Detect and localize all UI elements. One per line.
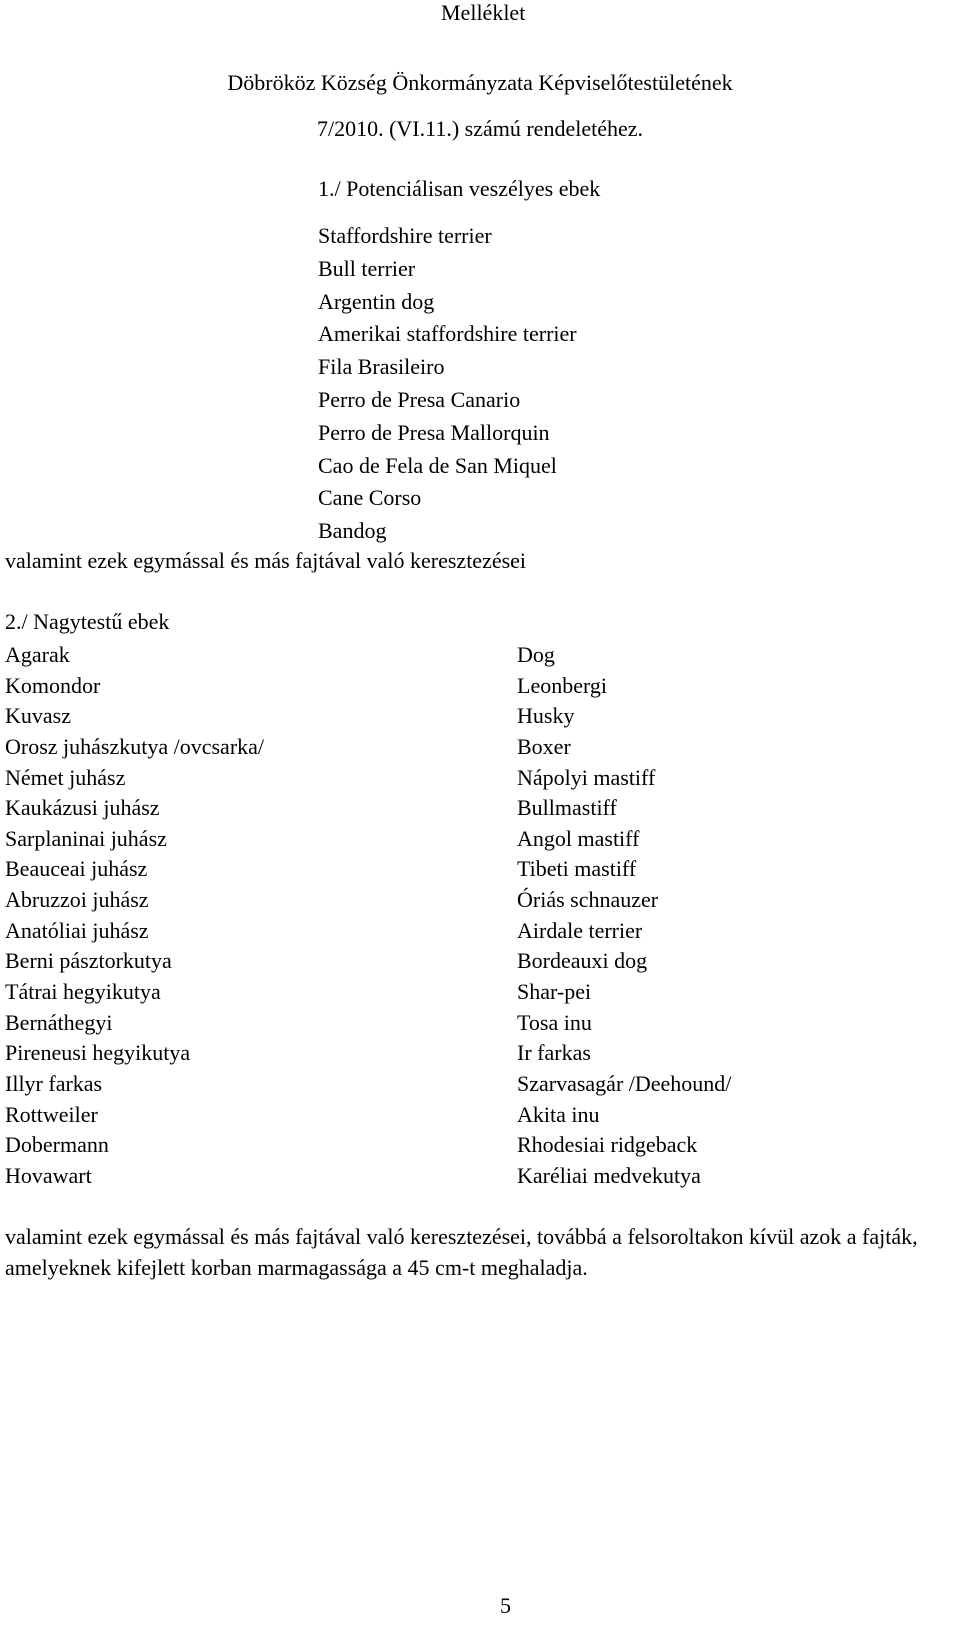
list-item: Kuvasz — [5, 703, 71, 729]
list-item: Tosa inu — [517, 1009, 592, 1035]
large-breeds-right-column — [517, 640, 731, 1192]
dangerous-breeds-list — [318, 220, 577, 548]
list-item: Rottweiler — [5, 1101, 98, 1127]
list-item: Akita inu — [517, 1101, 600, 1127]
list-item: Anatóliai juhász — [5, 917, 149, 943]
large-breeds-left-column — [5, 640, 264, 1192]
section1-note: valamint ezek egymással és más fajtával való keresztezései — [5, 548, 527, 573]
list-item: Hovawart — [5, 1162, 92, 1188]
list-item: Argentin dog — [318, 288, 435, 314]
list-item: Karéliai medvekutya — [517, 1162, 701, 1188]
page-number: 5 — [500, 1593, 511, 1618]
list-item: Bandog — [318, 518, 387, 544]
list-item: Perro de Presa Mallorquin — [318, 419, 550, 445]
section2-note: valamint ezek egymással és más fajtával való keresztezései, továbbá a felsoroltakon kívül azok a fajták, amelyeknek kifejlett korban marmagassága a 45 cm-t meghaladja. — [5, 1224, 918, 1280]
list-item: Cao de Fela de San Miquel — [318, 452, 557, 478]
list-item: Bull terrier — [318, 255, 416, 281]
list-item: Bordeauxi dog — [517, 948, 648, 974]
list-item: Kaukázusi juhász — [5, 795, 160, 821]
list-item: Angol mastiff — [517, 825, 640, 851]
list-item: Sarplaninai juhász — [5, 825, 167, 851]
list-item: Dog — [517, 642, 555, 667]
list-item: Tibeti mastiff — [517, 856, 637, 882]
decree-reference: 7/2010. (VI.11.) számú rendeletéhez. — [316, 116, 643, 141]
list-item: Agarak — [5, 642, 70, 667]
annex-title: Melléklet — [441, 0, 526, 25]
list-item: Orosz juhászkutya /ovcsarka/ — [5, 733, 265, 759]
list-item: Bernáthegyi — [5, 1009, 113, 1035]
list-item: Beauceai juhász — [5, 856, 148, 882]
list-item: Bullmastiff — [517, 795, 617, 821]
section2-heading: 2./ Nagytestű ebek — [5, 609, 170, 634]
list-item: Berni pásztorkutya — [5, 948, 172, 974]
list-item: Óriás schnauzer — [517, 887, 659, 913]
list-item: Amerikai staffordshire terrier — [318, 321, 577, 347]
section1-heading: 1./ Potenciálisan veszélyes ebek — [318, 176, 601, 201]
list-item: Boxer — [517, 733, 571, 759]
list-item: Airdale terrier — [517, 917, 643, 943]
list-item: Nápolyi mastiff — [517, 764, 656, 790]
list-item: Komondor — [5, 672, 101, 698]
list-item: Tátrai hegyikutya — [5, 979, 161, 1005]
list-item: Perro de Presa Canario — [318, 386, 521, 412]
list-item: Cane Corso — [318, 485, 422, 511]
list-item: Német juhász — [5, 764, 126, 790]
list-item: Rhodesiai ridgeback — [517, 1132, 698, 1158]
list-item: Illyr farkas — [5, 1070, 103, 1096]
list-item: Szarvasagár /Deehound/ — [517, 1070, 732, 1096]
list-item: Staffordshire terrier — [318, 223, 492, 248]
list-item: Pireneusi hegyikutya — [5, 1040, 191, 1066]
list-item: Dobermann — [5, 1132, 109, 1158]
list-item: Husky — [517, 703, 575, 729]
list-item: Leonbergi — [517, 672, 608, 698]
list-item: Shar-pei — [517, 979, 592, 1005]
list-item: Ir farkas — [517, 1040, 591, 1066]
list-item: Fila Brasileiro — [318, 354, 445, 380]
list-item: Abruzzoi juhász — [5, 887, 149, 913]
issuer-title: Döbrököz Község Önkormányzata Képviselőtestületének — [227, 70, 733, 95]
